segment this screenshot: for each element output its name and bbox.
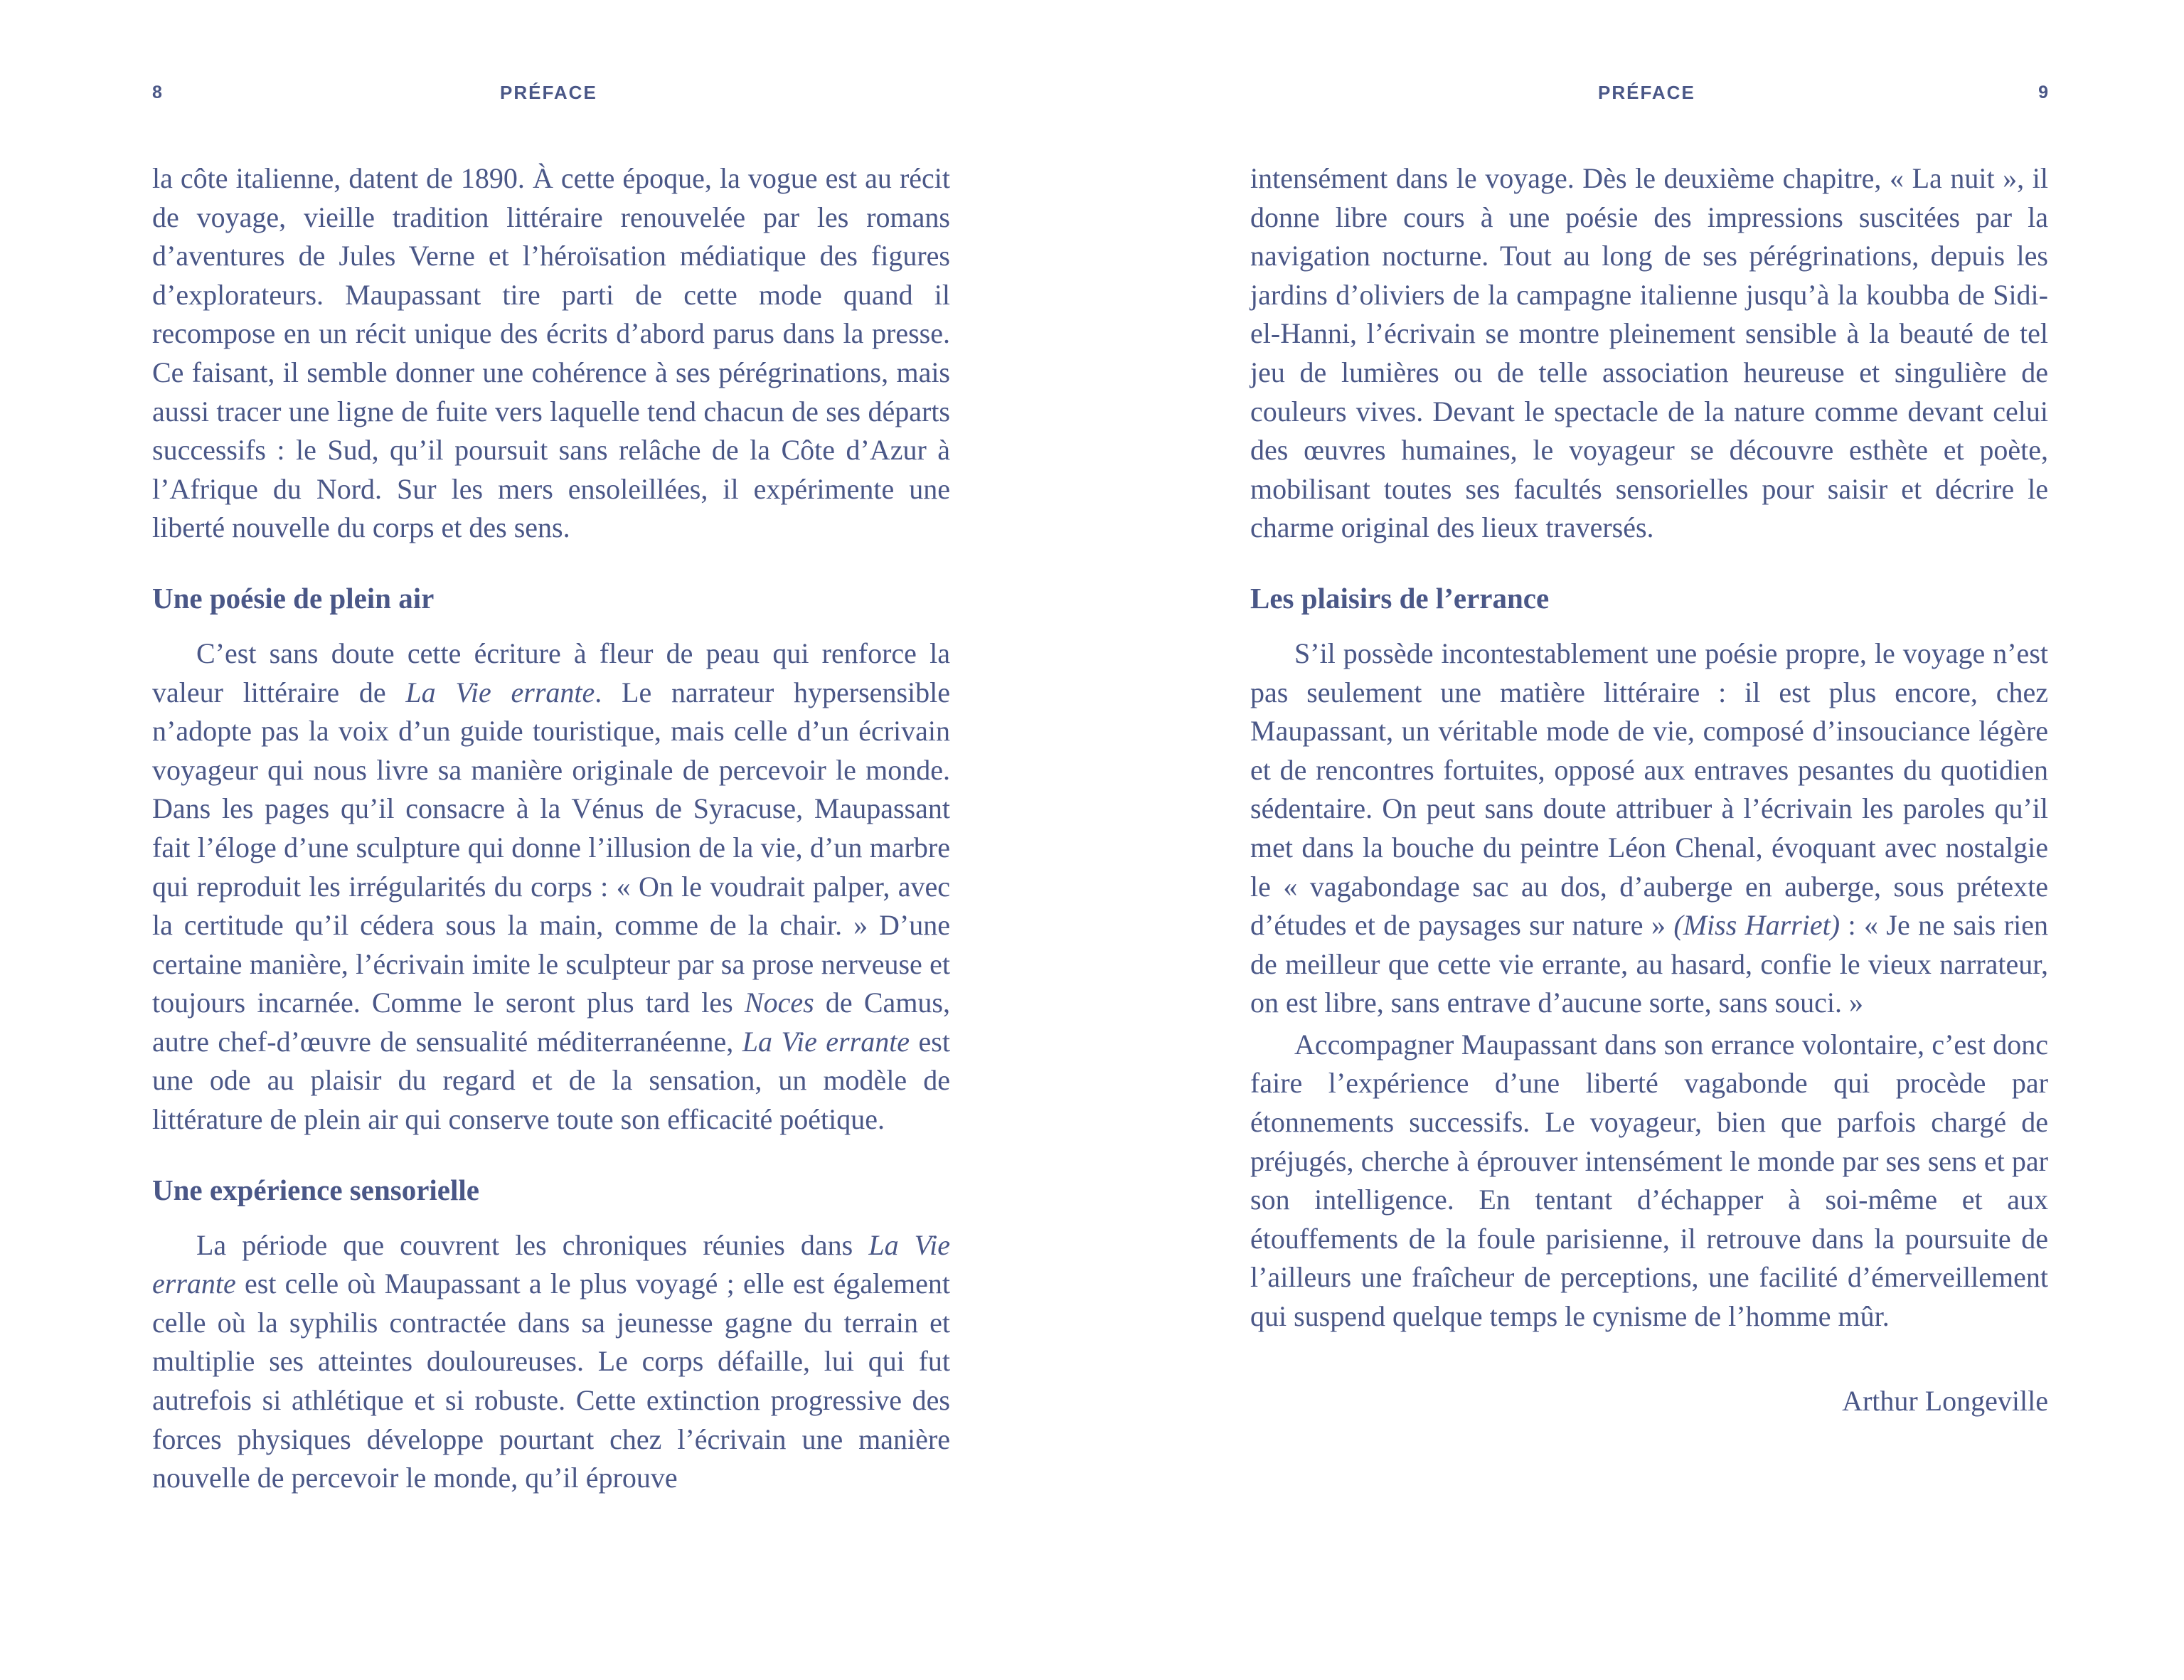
- heading-poesie-plein-air: Une poésie de plein air: [152, 581, 435, 615]
- left-running-head: [152, 77, 950, 108]
- running-head-title-right: PRÉFACE: [1598, 82, 1695, 103]
- left-page: [152, 0, 950, 1680]
- author-signature: Arthur Longeville: [1842, 1384, 2048, 1417]
- text-run: La période que couvrent les chroniques réunies dans: [196, 1228, 869, 1261]
- paragraph-accompagner-maupassant: Accompagner Maupassant dans son errance volontaire, c’est donc faire l’expérience d’une liberté vagabonde qui procède par étonnements successifs. Le voyageur, bien que parfois chargé de préjugés, cherche à éprouver intensément le monde par ses sens et par son intelligence. En tentant d’échapper à soi-même et aux étouffements de la foule parisienne, il retrouve dans la poursuite de l’ailleurs une fraîcheur de perceptions, une facilité d’émerveillement qui suspend quelque temps le cynisme de l’homme mûr.: [1250, 1028, 2048, 1333]
- book-title-italic: Noces: [744, 987, 814, 1019]
- left-page-body: [152, 159, 950, 1498]
- book-title-italic: La Vie errante: [152, 1228, 951, 1300]
- paragraph-periode-chroniques: [152, 1226, 950, 1498]
- page-number-left: 8: [152, 83, 162, 102]
- text-run: C’est sans doute cette écriture à fleur de peau qui renforce la valeur littéraire de: [152, 637, 950, 708]
- page-number-right: 9: [2038, 83, 2048, 102]
- book-title-italic: La Vie errante: [742, 1025, 910, 1058]
- paragraph-poesie-propre: [1250, 634, 2048, 1023]
- running-head-title-left: PRÉFACE: [500, 82, 597, 103]
- paragraph-ecriture-fleur-de-peau: [152, 634, 950, 1139]
- heading-experience-sensorielle: Une expérience sensorielle: [152, 1173, 479, 1206]
- paragraph-voyage-vogue: la côte italienne, datent de 1890. À cette époque, la vogue est au récit de voyage, vieille tradition littéraire renouvelée par les romans d’aventures de Jules Verne et l’héroïsation médiatique des figures d’explorateurs. Maupassant tire parti de cette mode quand il recompose en un récit unique des écrits d’abord parus dans la presse. Ce faisant, il semble donner une cohérence à ses pérégrinations, mais aussi tracer une ligne de fuite vers laquelle tend chacun de ses départs successifs : le Sud, qu’il poursuit sans relâche de la Côte d’Azur à l’Afrique du Nord. Sur les mers ensoleillées, il expérimente une liberté nouvelle du corps et des sens.: [152, 162, 950, 544]
- right-page: [1250, 0, 2048, 1680]
- text-run: de Camus, autre chef-d’œuvre de sensualité méditerranéenne,: [152, 987, 950, 1058]
- paragraph-intensement-voyage: intensément dans le voyage. Dès le deuxième chapitre, « La nuit », il donne libre cours à une poésie des impressions suscitées par la navigation nocturne. Tout au long de ses pérégrinations, depuis les jardins d’oliviers de la campagne italienne jusqu’à la koubba de Sidi-el-Hanni, l’écrivain se montre pleinement sensible à la beauté de tel jeu de lumières ou de telle association heureuse et singulière de couleurs vives. Devant le spectacle de la nature comme devant celui des œuvres humaines, le voyageur se découvre esthète et poète, mobilisant toutes ses facultés sensorielles pour saisir et décrire le charme original des lieux traversés.: [1250, 162, 2048, 544]
- text-run: . Le narrateur hypersensible n’adopte pas la voix d’un guide touristique, mais celle d’un écrivain voyageur qui nous livre sa manière originale de percevoir le monde. Dans les pages qu’il consacre à la Vénus de Syracuse, Maupassant fait l’éloge d’une sculpture qui donne l’illusion de la vie, d’un marbre qui reproduit les irrégularités du corps : « On le voudrait palper, avec la certitude qu’il cédera sous la main, comme de la chair. » D’une certaine manière, l’écrivain imite le sculpteur par sa prose nerveuse et toujours incarnée. Comme le seront plus tard les: [152, 676, 950, 1019]
- book-title-italic: La Vie errante: [405, 676, 595, 708]
- text-run: est celle où Maupassant a le plus voyagé ; elle est également celle où la syphilis contractée dans sa jeunesse gagne du terrain et multiplie ses atteintes douloureuses. Le corps défaille, lui qui fut autrefois si athlétique et si robuste. Cette extinction progressive des forces physiques développe pourtant chez l’écrivain une manière nouvelle de percevoir le monde, qu’il éprouve: [152, 1267, 950, 1494]
- right-running-head: [1250, 77, 2048, 108]
- text-run: est une ode au plaisir du regard et de la sensation, un modèle de littérature de plein air qui conserve toute son efficacité poétique.: [152, 1025, 950, 1136]
- heading-plaisirs-errance: Les plaisirs de l’errance: [1250, 581, 1550, 615]
- book-title-italic: (Miss Harriet): [1673, 909, 1841, 942]
- text-run: S’il possède incontestablement une poésie propre, le voyage n’est pas seulement une matière littéraire : il est plus encore, chez Maupassant, un véritable mode de vie, composé d’insouciance légère et de rencontres fortuites, opposé aux entraves pesantes du quotidien sédentaire. On peut sans doute attribuer à l’écrivain les paroles qu’il met dans la bouche du peintre Léon Chenal, évoquant avec nostalgie le « vagabondage sac au dos, d’auberge en auberge, sous prétexte d’études et de paysages sur nature »: [1250, 637, 2048, 942]
- text-run: : « Je ne sais rien de meilleur que cette vie errante, au hasard, confie le vieux narrateur, on est libre, sans entrave d’aucune sorte, sans souci. »: [1250, 909, 2048, 1019]
- right-page-body: [1250, 159, 2048, 1420]
